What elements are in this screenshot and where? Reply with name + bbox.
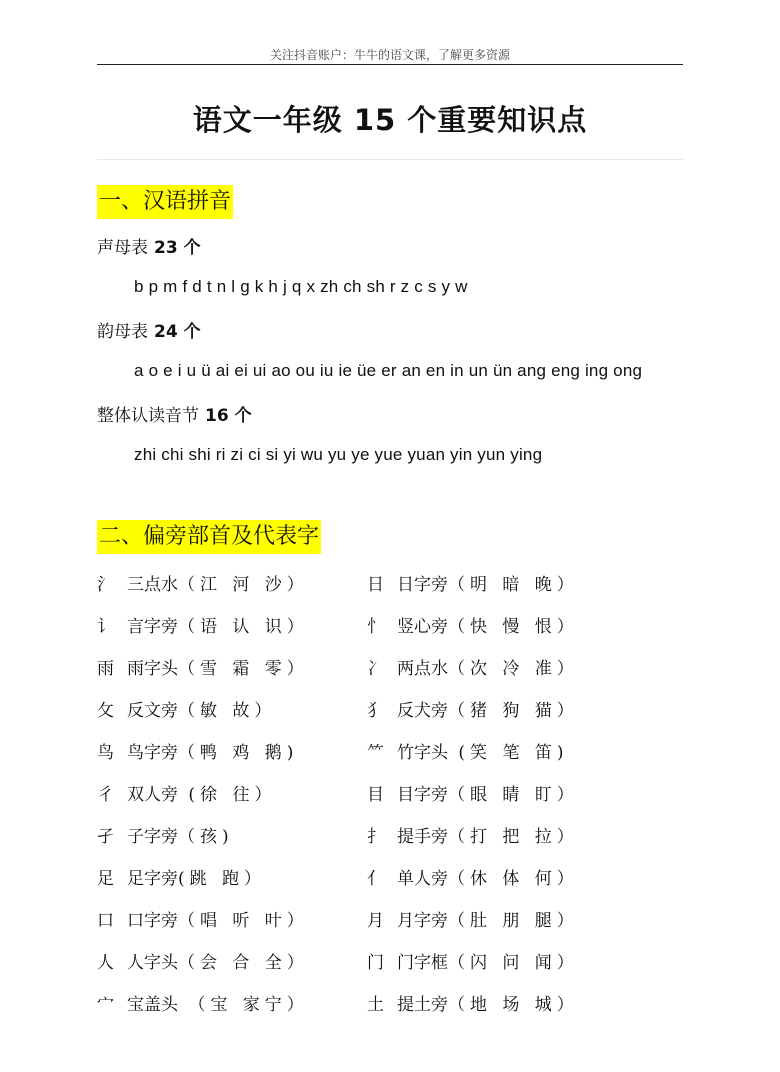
radical-row <box>97 612 309 637</box>
radical-examples: （打 把 拉） <box>448 827 579 847</box>
radical-examples: （宝 家宁） <box>178 995 309 1015</box>
radical-glyph: ⺮ <box>367 743 384 763</box>
whole-syllables-label <box>97 401 252 426</box>
initials-label <box>97 233 201 258</box>
radical-examples: （雪 霜 零） <box>178 659 309 679</box>
finals-label <box>97 317 201 342</box>
radical-name: 两点水 <box>397 659 448 679</box>
radical-name: 反文旁 <box>127 701 178 721</box>
radical-name: 提土旁 <box>397 995 448 1015</box>
radical-glyph: 氵 <box>97 575 114 595</box>
radical-row <box>97 822 234 847</box>
radical-name: 口字旁 <box>127 911 178 931</box>
radical-name: 子字旁 <box>127 827 178 847</box>
radical-row <box>367 654 579 679</box>
initials-count: 23 个 <box>154 238 201 258</box>
radical-glyph: 足 <box>97 869 114 889</box>
radical-glyph: 雨 <box>97 659 114 679</box>
radical-row <box>367 906 579 931</box>
radical-row <box>97 654 309 679</box>
radical-row <box>367 822 579 847</box>
radical-examples: （敏 故） <box>178 701 277 721</box>
radical-examples: （江 河 沙） <box>178 575 309 595</box>
header-divider <box>97 64 683 65</box>
radical-name: 月字旁 <box>397 911 448 931</box>
radical-glyph: 彳 <box>97 785 114 805</box>
radical-glyph: 冫 <box>367 659 384 679</box>
radical-name: 竹字头 <box>397 743 448 763</box>
radical-examples: （眼 睛 盯） <box>448 785 579 805</box>
radical-glyph: 目 <box>367 785 384 805</box>
radical-name: 三点水 <box>127 575 178 595</box>
radical-glyph: 土 <box>367 995 384 1015</box>
radical-name: 足字旁 <box>127 869 178 889</box>
radical-glyph: 攵 <box>97 701 114 721</box>
radical-glyph: 孑 <box>97 827 114 847</box>
section-heading-radicals: 二、偏旁部首及代表字 <box>97 520 321 554</box>
radical-glyph: 门 <box>367 953 384 973</box>
radical-name: 提手旁 <box>397 827 448 847</box>
radical-examples: （快 慢 恨） <box>448 617 579 637</box>
radical-row <box>97 990 309 1015</box>
radical-glyph: 忄 <box>367 617 384 637</box>
radical-examples: （语 认 识） <box>178 617 309 637</box>
radical-name: 人字头 <box>127 953 178 973</box>
radical-row <box>367 864 579 889</box>
radical-name: 竖心旁 <box>397 617 448 637</box>
radical-name: 宝盖头 <box>127 995 178 1015</box>
radical-name: 双人旁 <box>127 785 178 805</box>
radical-examples: （休 体 何） <box>448 869 579 889</box>
radical-row <box>367 948 579 973</box>
radical-row <box>367 780 579 805</box>
radical-examples: （次 冷 准） <box>448 659 579 679</box>
initials-title: 声母表 <box>97 238 148 258</box>
section-heading-pinyin: 一、汉语拼音 <box>97 185 233 219</box>
radical-row <box>367 570 579 595</box>
radical-examples: （鸭 鸡 鹅) <box>178 743 299 763</box>
radical-examples: （明 暗 晚） <box>448 575 579 595</box>
radical-name: 雨字头 <box>127 659 178 679</box>
radical-row <box>97 906 309 931</box>
page-title: 语文一年级 15 个重要知识点 <box>192 103 588 137</box>
whole-syllables-count: 16 个 <box>205 406 252 426</box>
radical-examples: （地 场 城） <box>448 995 579 1015</box>
radical-name: 鸟字旁 <box>127 743 178 763</box>
finals-title: 韵母表 <box>97 322 148 342</box>
finals-list: a o e i u ü ai ei ui ao ou iu ie üe er an en in un ün ang eng ing ong <box>134 361 643 380</box>
radical-row <box>97 738 298 763</box>
radical-row <box>367 696 579 721</box>
initials-list: b p m f d t n l g k h j q x zh ch sh r z c s y w <box>134 277 468 296</box>
radical-name: 单人旁 <box>397 869 448 889</box>
finals-count: 24 个 <box>154 322 201 342</box>
radical-examples: (跳 跑） <box>178 869 267 889</box>
radical-glyph: 鸟 <box>97 743 114 763</box>
radical-examples: （肚 朋 腿） <box>448 911 579 931</box>
radical-glyph: 人 <box>97 953 114 973</box>
radical-row <box>97 864 266 889</box>
radical-name: 日字旁 <box>397 575 448 595</box>
radical-examples: （唱 听 叶） <box>178 911 309 931</box>
radical-examples: （会 合 全） <box>178 953 309 973</box>
radical-examples: (笑 笔 笛) <box>448 743 569 763</box>
whole-syllables-title: 整体认读音节 <box>97 406 199 426</box>
radical-row <box>97 948 309 973</box>
header-note: 关注抖音账户：牛牛的语文课，了解更多资源 <box>269 48 510 62</box>
radical-glyph: 犭 <box>367 701 384 721</box>
radical-glyph: 月 <box>367 911 384 931</box>
radical-name: 门字框 <box>397 953 448 973</box>
radical-row <box>367 738 568 763</box>
radical-row <box>97 780 276 805</box>
radical-examples: (徐 往） <box>178 785 277 805</box>
radical-name: 言字旁 <box>127 617 178 637</box>
radical-row <box>97 570 309 595</box>
radical-glyph: 讠 <box>97 617 114 637</box>
radical-row <box>97 696 276 721</box>
radical-examples: （闪 问 闻） <box>448 953 579 973</box>
radical-glyph: 亻 <box>367 869 384 889</box>
radical-row <box>367 990 579 1015</box>
radical-glyph: 扌 <box>367 827 384 847</box>
radical-glyph: 口 <box>97 911 114 931</box>
radical-examples: （猪 狗 猫） <box>448 701 579 721</box>
radical-examples: （孩) <box>178 827 234 847</box>
radical-row <box>367 612 579 637</box>
radical-name: 反犬旁 <box>397 701 448 721</box>
title-divider <box>97 159 683 160</box>
radical-name: 目字旁 <box>397 785 448 805</box>
radical-glyph: 日 <box>367 575 384 595</box>
radical-glyph: 宀 <box>97 995 114 1015</box>
whole-syllables-list: zhi chi shi ri zi ci si yi wu yu ye yue yuan yin yun ying <box>134 445 543 464</box>
